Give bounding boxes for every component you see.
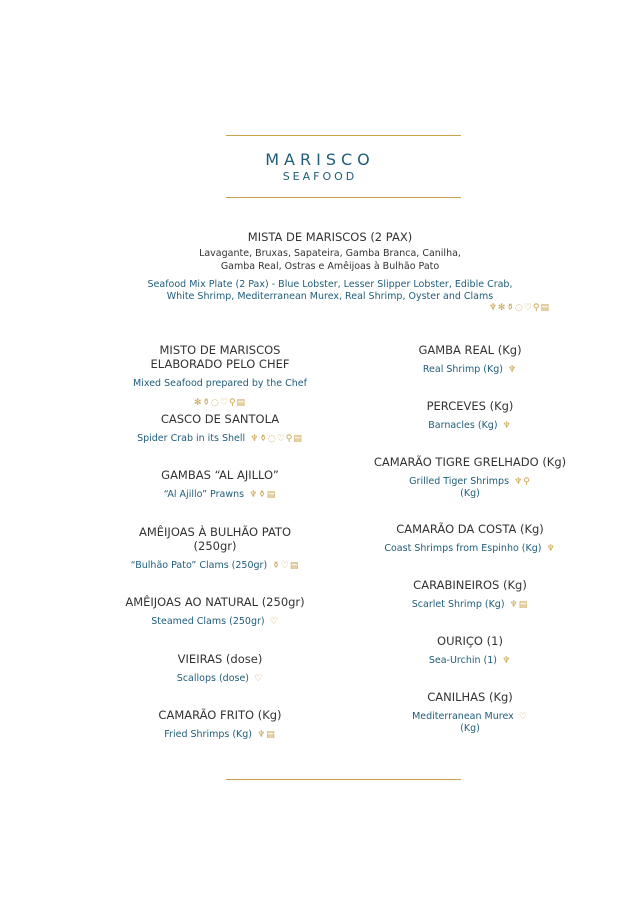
- item-english: “Al Ajillo” Prawns: [163, 489, 245, 500]
- item-english: Barnacles (Kg): [428, 420, 498, 431]
- item-english: Coast Shrimps from Espinho (Kg): [384, 543, 542, 554]
- item-description: Lavagante, Bruxas, Sapateira, Gamba Branca, Canilha,: [199, 248, 461, 259]
- item-name: CARABINEIROS (Kg): [413, 578, 527, 592]
- bottom-divider: [226, 779, 461, 780]
- allergen-icons: ✻⚱◌♡⚲▤: [193, 398, 247, 408]
- menu-item: [360, 578, 580, 611]
- menu-item: [110, 652, 330, 685]
- allergen-icons: ♆⚱◌♡⚲▤: [250, 434, 303, 444]
- allergen-icons: ♆: [546, 544, 556, 554]
- allergen-icons: ♡: [269, 617, 279, 627]
- menu-item: [110, 343, 330, 409]
- allergen-icons: ⚱♡▤: [272, 561, 300, 571]
- item-name: CAMARÃO DA COSTA (Kg): [396, 522, 544, 536]
- top-divider: [226, 135, 461, 136]
- item-name: MISTA DE MARISCOS (2 PAX): [247, 230, 413, 244]
- item-english: Mixed Seafood prepared by the Chef: [133, 378, 307, 389]
- item-english: Fried Shrimps (Kg): [164, 729, 253, 740]
- item-name: CAMARÃO FRITO (Kg): [158, 708, 282, 722]
- menu-item: [110, 412, 330, 445]
- item-english: Scallops (dose): [176, 673, 250, 684]
- item-english: Seafood Mix Plate (2 Pax) - Blue Lobster, Lesser Slipper Lobster, Edible Crab,: [147, 279, 513, 290]
- item-name: MISTO DE MARISCOS: [159, 343, 281, 357]
- title-divider: [226, 197, 461, 198]
- item-name: (250gr): [193, 539, 237, 553]
- featured-item: [100, 230, 560, 313]
- menu-item: [360, 522, 580, 555]
- item-name: GAMBAS “AL AJILLO”: [161, 468, 279, 482]
- allergen-icons: ♆⚲: [514, 477, 531, 487]
- item-english: “Bulhão Pato” Clams (250gr): [130, 560, 268, 571]
- allergen-icons: ♡: [518, 712, 528, 722]
- item-english: Grilled Tiger Shrimps: [409, 476, 510, 487]
- menu-item: [100, 595, 330, 628]
- item-english: (Kg): [460, 723, 480, 734]
- allergen-icons: ♆⚱▤: [249, 490, 277, 500]
- menu-item: [110, 468, 330, 501]
- item-name: AMÊIJOAS À BULHÃO PATO: [138, 525, 291, 539]
- item-name: CASCO DE SANTOLA: [160, 412, 280, 426]
- menu-item: [360, 690, 580, 735]
- item-english: Spider Crab in its Shell: [137, 433, 246, 444]
- item-english: Scarlet Shrimp (Kg): [411, 599, 505, 610]
- item-english: Steamed Clams (250gr): [151, 616, 265, 627]
- item-english: Sea-Urchin (1): [428, 655, 497, 666]
- allergen-icons: ♆: [502, 421, 512, 431]
- allergen-icons: ♆: [508, 365, 518, 375]
- menu-item: [360, 634, 580, 667]
- allergen-icons: ♆▤: [257, 730, 276, 740]
- item-name: CAMARÃO TIGRE GRELHADO (Kg): [373, 455, 567, 469]
- menu-item: [350, 455, 590, 500]
- menu-item: [110, 708, 330, 741]
- item-english: Real Shrimp (Kg): [422, 364, 503, 375]
- item-english: White Shrimp, Mediterranean Murex, Real Shrimp, Oyster and Clams: [166, 291, 494, 302]
- item-name: CANILHAS (Kg): [427, 690, 513, 704]
- item-description: Gamba Real, Ostras e Amêijoas à Bulhão Pato: [220, 261, 440, 272]
- allergen-icons: ♆: [502, 656, 512, 666]
- item-name: GAMBA REAL (Kg): [418, 343, 522, 357]
- item-name: AMÊIJOAS AO NATURAL (250gr): [125, 595, 305, 609]
- item-name: OURIÇO (1): [437, 634, 503, 648]
- section-title: MARISCO: [265, 150, 375, 169]
- menu-item: [100, 525, 330, 572]
- item-name: ELABORADO PELO CHEF: [150, 357, 290, 371]
- item-english: (Kg): [460, 488, 480, 499]
- allergen-icons: ♆▤: [509, 600, 529, 610]
- item-english: Mediterranean Murex: [412, 711, 514, 722]
- menu-item: [360, 399, 580, 432]
- section-subtitle: SEAFOOD: [282, 170, 358, 183]
- menu-item: [360, 343, 580, 376]
- allergen-icons: ♡: [254, 674, 264, 684]
- allergen-icons: ♆✻⚱◌♡⚲▤: [488, 303, 550, 313]
- item-name: PERCEVES (Kg): [426, 399, 514, 413]
- item-name: VIEIRAS (dose): [177, 652, 263, 666]
